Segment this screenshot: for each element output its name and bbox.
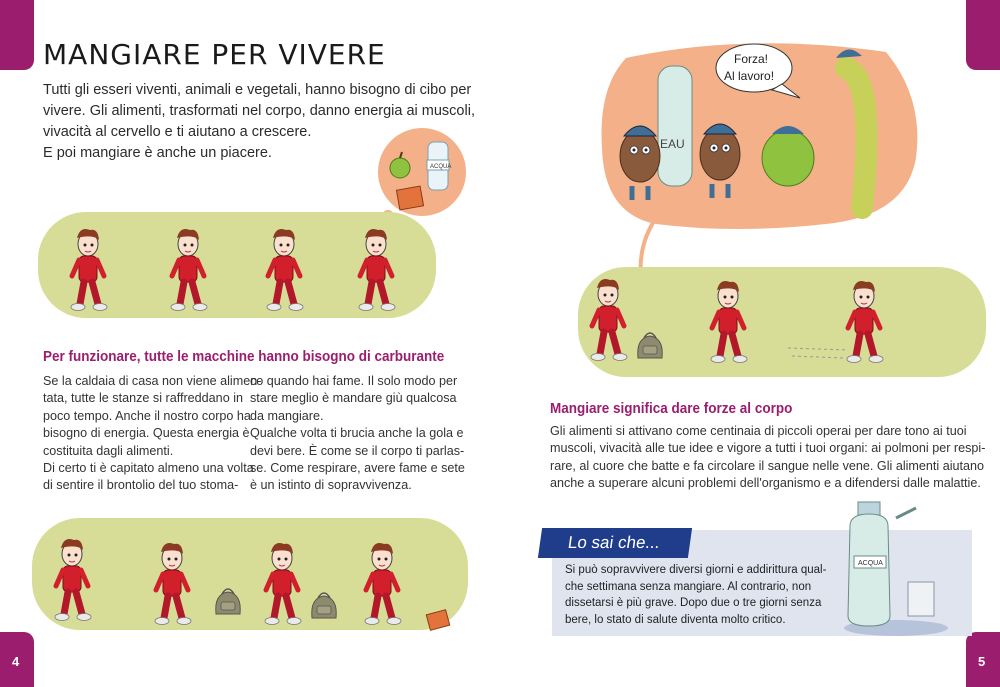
- info-box-text: [565, 562, 835, 628]
- text-line: che settimana senza mangiare. Al contrario, non: [565, 580, 812, 593]
- kid-walking-illustration: [711, 281, 747, 363]
- text-line: tata, tutte le stanze si raffreddano in: [43, 391, 243, 406]
- text-line: rare, al cuore che batte e fa circolare il sangue nelle vene. Gli alimenti aiutano: [550, 458, 985, 473]
- speech-line: Forza!: [734, 52, 769, 66]
- text-line: devi bere. È come se il corpo ti parlas-: [250, 443, 465, 458]
- backpack-illustration: [216, 589, 241, 614]
- kid-sequence-bottom: [32, 516, 482, 646]
- backpack-illustration: [312, 593, 337, 618]
- section-subtitle: Per funzionare, tutte le macchine hanno bisogno di carburante: [43, 348, 445, 365]
- text-line: muscoli, vivacità alle tue idee e vigore a tutti i tuoi organi: ai polmoni per respi-: [550, 441, 986, 456]
- section-subtitle: Mangiare significa dare forze al corpo: [550, 400, 793, 417]
- text-line: è un istinto di sopravvivenza.: [250, 478, 412, 493]
- kid-hungry-illustration: [359, 229, 395, 311]
- intro-line: vivacità al cervello e ti aiutano a crescere.: [43, 124, 312, 140]
- kid-tired-illustration: [267, 229, 303, 311]
- text-line: stare meglio è mandare giù qualcosa: [250, 391, 457, 406]
- top-corner-tab: [0, 0, 34, 70]
- text-line: poco tempo. Anche il nostro corpo ha: [43, 408, 251, 423]
- backpack-illustration: [638, 333, 663, 358]
- bottle-label: ACQUA: [858, 560, 883, 567]
- text-line: da mangiare.: [250, 408, 324, 423]
- body-paragraph: [550, 423, 986, 493]
- text-line: Gli alimenti si attivano come centinaia di piccoli operai per dare tono ai tuoi: [550, 424, 967, 438]
- text-line: bere, lo stato di salute diventa molto critico.: [565, 613, 786, 626]
- bottle-character-illustration: [836, 498, 956, 638]
- text-line: Si può sopravvivere diversi giorni e addirittura qual-: [565, 564, 827, 576]
- kid-drinking-illustration: [265, 543, 301, 625]
- text-line: bisogno di energia. Questa energia è: [43, 426, 250, 441]
- page-title: MANGIARE PER VIVERE: [43, 38, 386, 71]
- kid-eating-illustration: [365, 543, 401, 625]
- text-line: se. Come respirare, avere fame e sete: [250, 461, 465, 476]
- kid-running-illustration: [171, 229, 207, 311]
- text-line: anche a superare alcuni problemi dell'organismo e a difendersi dalle malattie.: [550, 476, 981, 491]
- text-column-1: [43, 373, 262, 495]
- text-line: Se la caldaia di casa non viene alimen-: [43, 374, 262, 388]
- intro-line: Tutti gli esseri viventi, animali e vegetali, hanno bisogno di cibo per: [43, 82, 472, 98]
- text-line: costituita dagli alimenti.: [43, 443, 174, 458]
- intro-line: vivere. Gli alimenti, trasformati nel corpo, danno energia ai muscoli,: [43, 103, 475, 119]
- text-line: Di certo ti è capitato almeno una volta: [43, 461, 254, 476]
- info-box-title: Lo sai che...: [538, 528, 692, 558]
- speech-line: Al lavoro!: [724, 69, 775, 83]
- bottle-worker-label: EAU: [660, 137, 685, 151]
- workers-bubble-illustration: [596, 38, 926, 288]
- text-line: di sentire il brontolio del tuo stoma-: [43, 478, 239, 493]
- kid-running-illustration: [71, 229, 107, 311]
- text-line: co quando hai fame. Il solo modo per: [250, 374, 458, 388]
- kid-sequence-top: [38, 212, 458, 322]
- text-line: dissetarsi è più grave. Dopo due o tre giorni senza: [565, 597, 822, 609]
- kid-sequence-right: [578, 266, 998, 376]
- kid-sitting-illustration: [155, 543, 191, 625]
- kid-running-illustration: [847, 281, 883, 363]
- text-line: Qualche volta ti brucia anche la gola e: [250, 426, 464, 441]
- page-number: 4: [12, 654, 20, 669]
- intro-line: E poi mangiare è anche un piacere.: [43, 145, 272, 161]
- kid-tired-illustration: [591, 279, 627, 361]
- top-corner-tab: [966, 0, 1000, 70]
- page-number: 5: [978, 654, 986, 669]
- kid-tired-illustration: [55, 539, 91, 621]
- text-column-2: [250, 373, 465, 495]
- bottle-label: ACQUA: [430, 164, 452, 170]
